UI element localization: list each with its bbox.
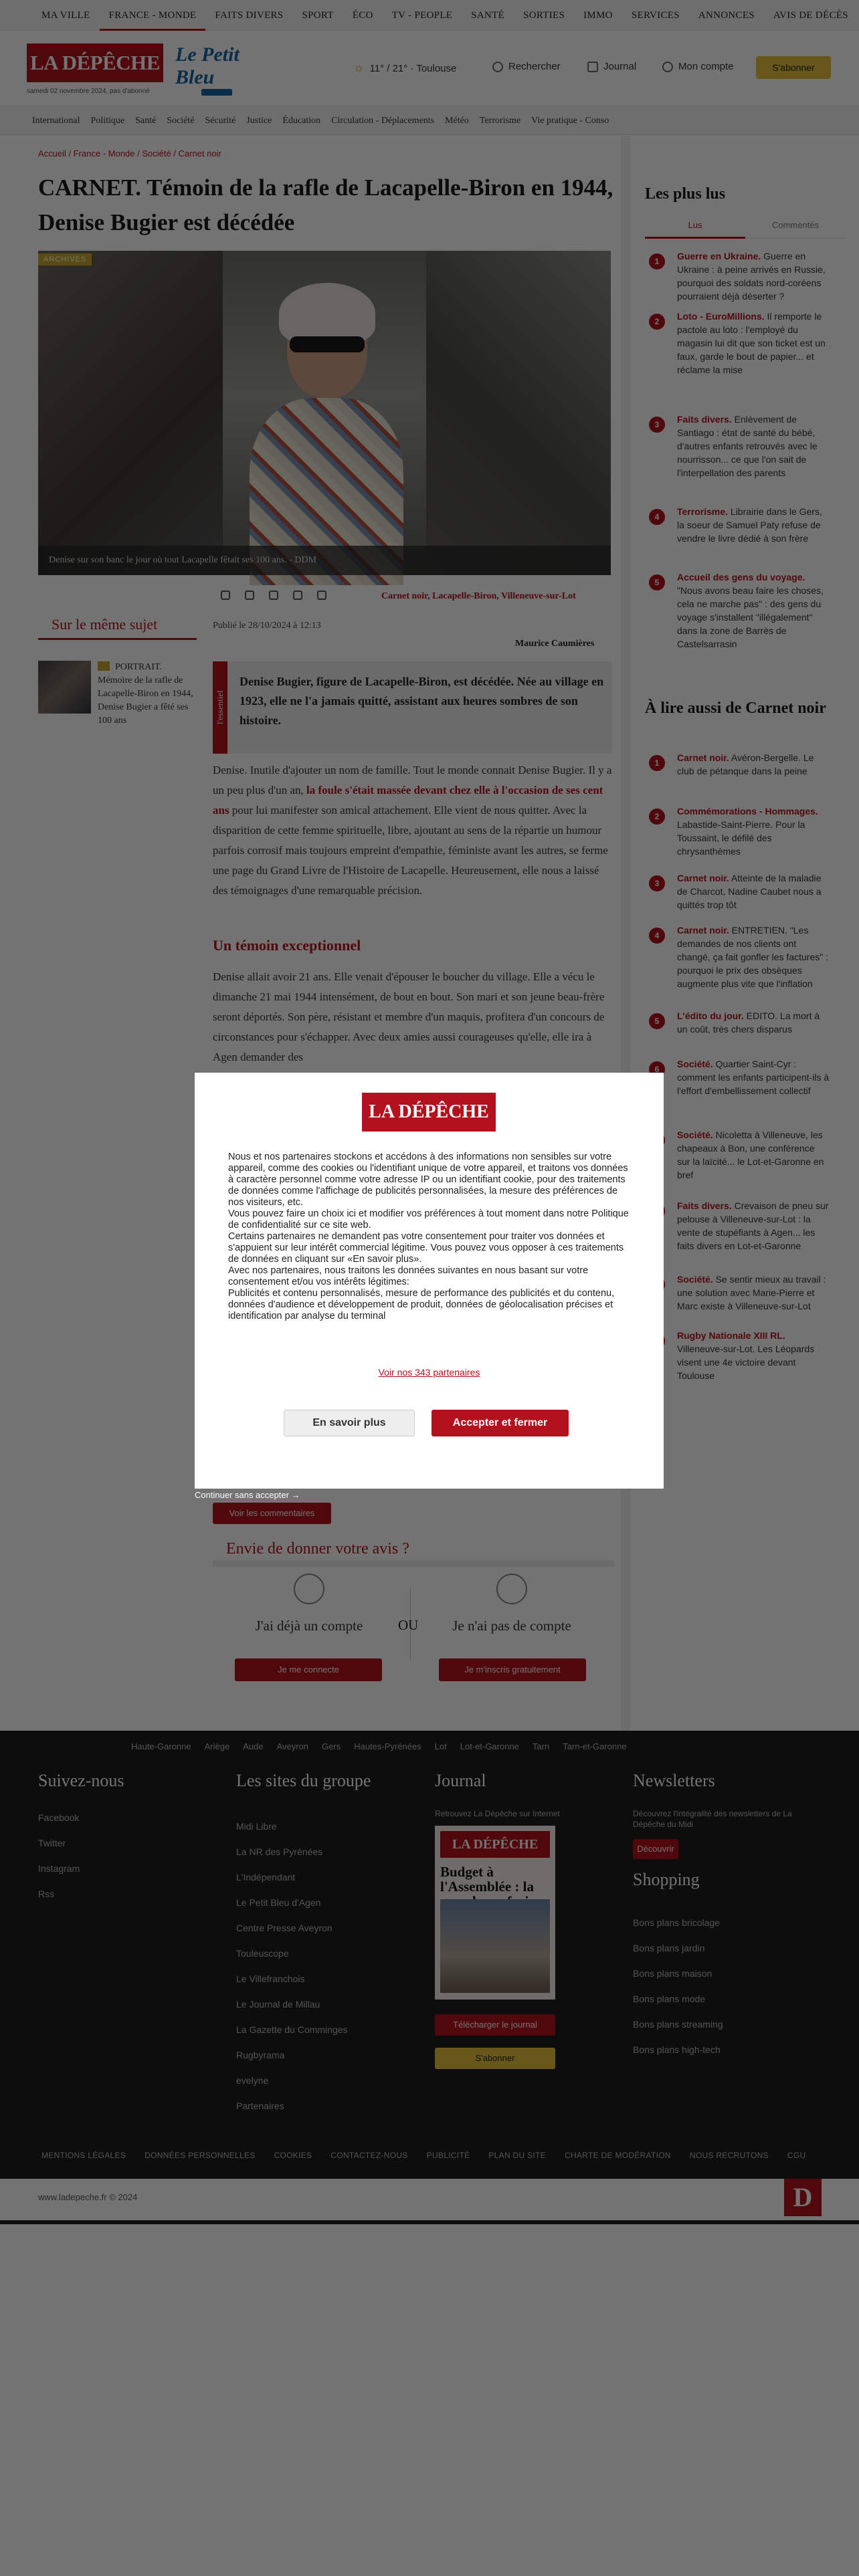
consent-text: Nous et nos partenaires stockons et accédons à des informations non sensibles sur votre appareil, comme des cookies ou l'identifiant unique de votre appareil, et traitons vos données à caractère personnel comme votre adresse IP ou un identifiant cookie, pour des traitements de données comme l'affichage de publicités personnalisées, la mesure des préférences de nos visiteurs, etc. Vous pouvez faire un choix ici et modifier vos préférences à tout moment dans notre Politique de confidentialité sur ce site web. Certains partenaires ne demandent pas votre consentement pour traiter vos données et s'appuient sur leur intérêt commercial légitime. Vous pouvez vous opposer à ces traitements de données en cliquant sur «En savoir plus». Avec nos partenaires, nous traitons les données suivantes en nous basant sur votre consentement et/ou vos intérêts légitimes: Publicités et contenu personnalisés, mesure de performance des publicités et du contenu, données d'audience et développement de produit, données de géolocalisation précises et identification par analyse du terminal: [228, 1152, 629, 1321]
accept-close-button[interactable]: Accepter et fermer: [432, 1410, 569, 1436]
consent-dialog: [195, 1073, 664, 1489]
partners-link[interactable]: Voir nos 343 partenaires: [378, 1367, 480, 1378]
learn-more-button[interactable]: En savoir plus: [284, 1410, 415, 1436]
consent-logo: LA DÉPÊCHE: [362, 1093, 496, 1132]
continue-without-accepting-link[interactable]: Continuer sans accepter →: [195, 1490, 300, 1500]
